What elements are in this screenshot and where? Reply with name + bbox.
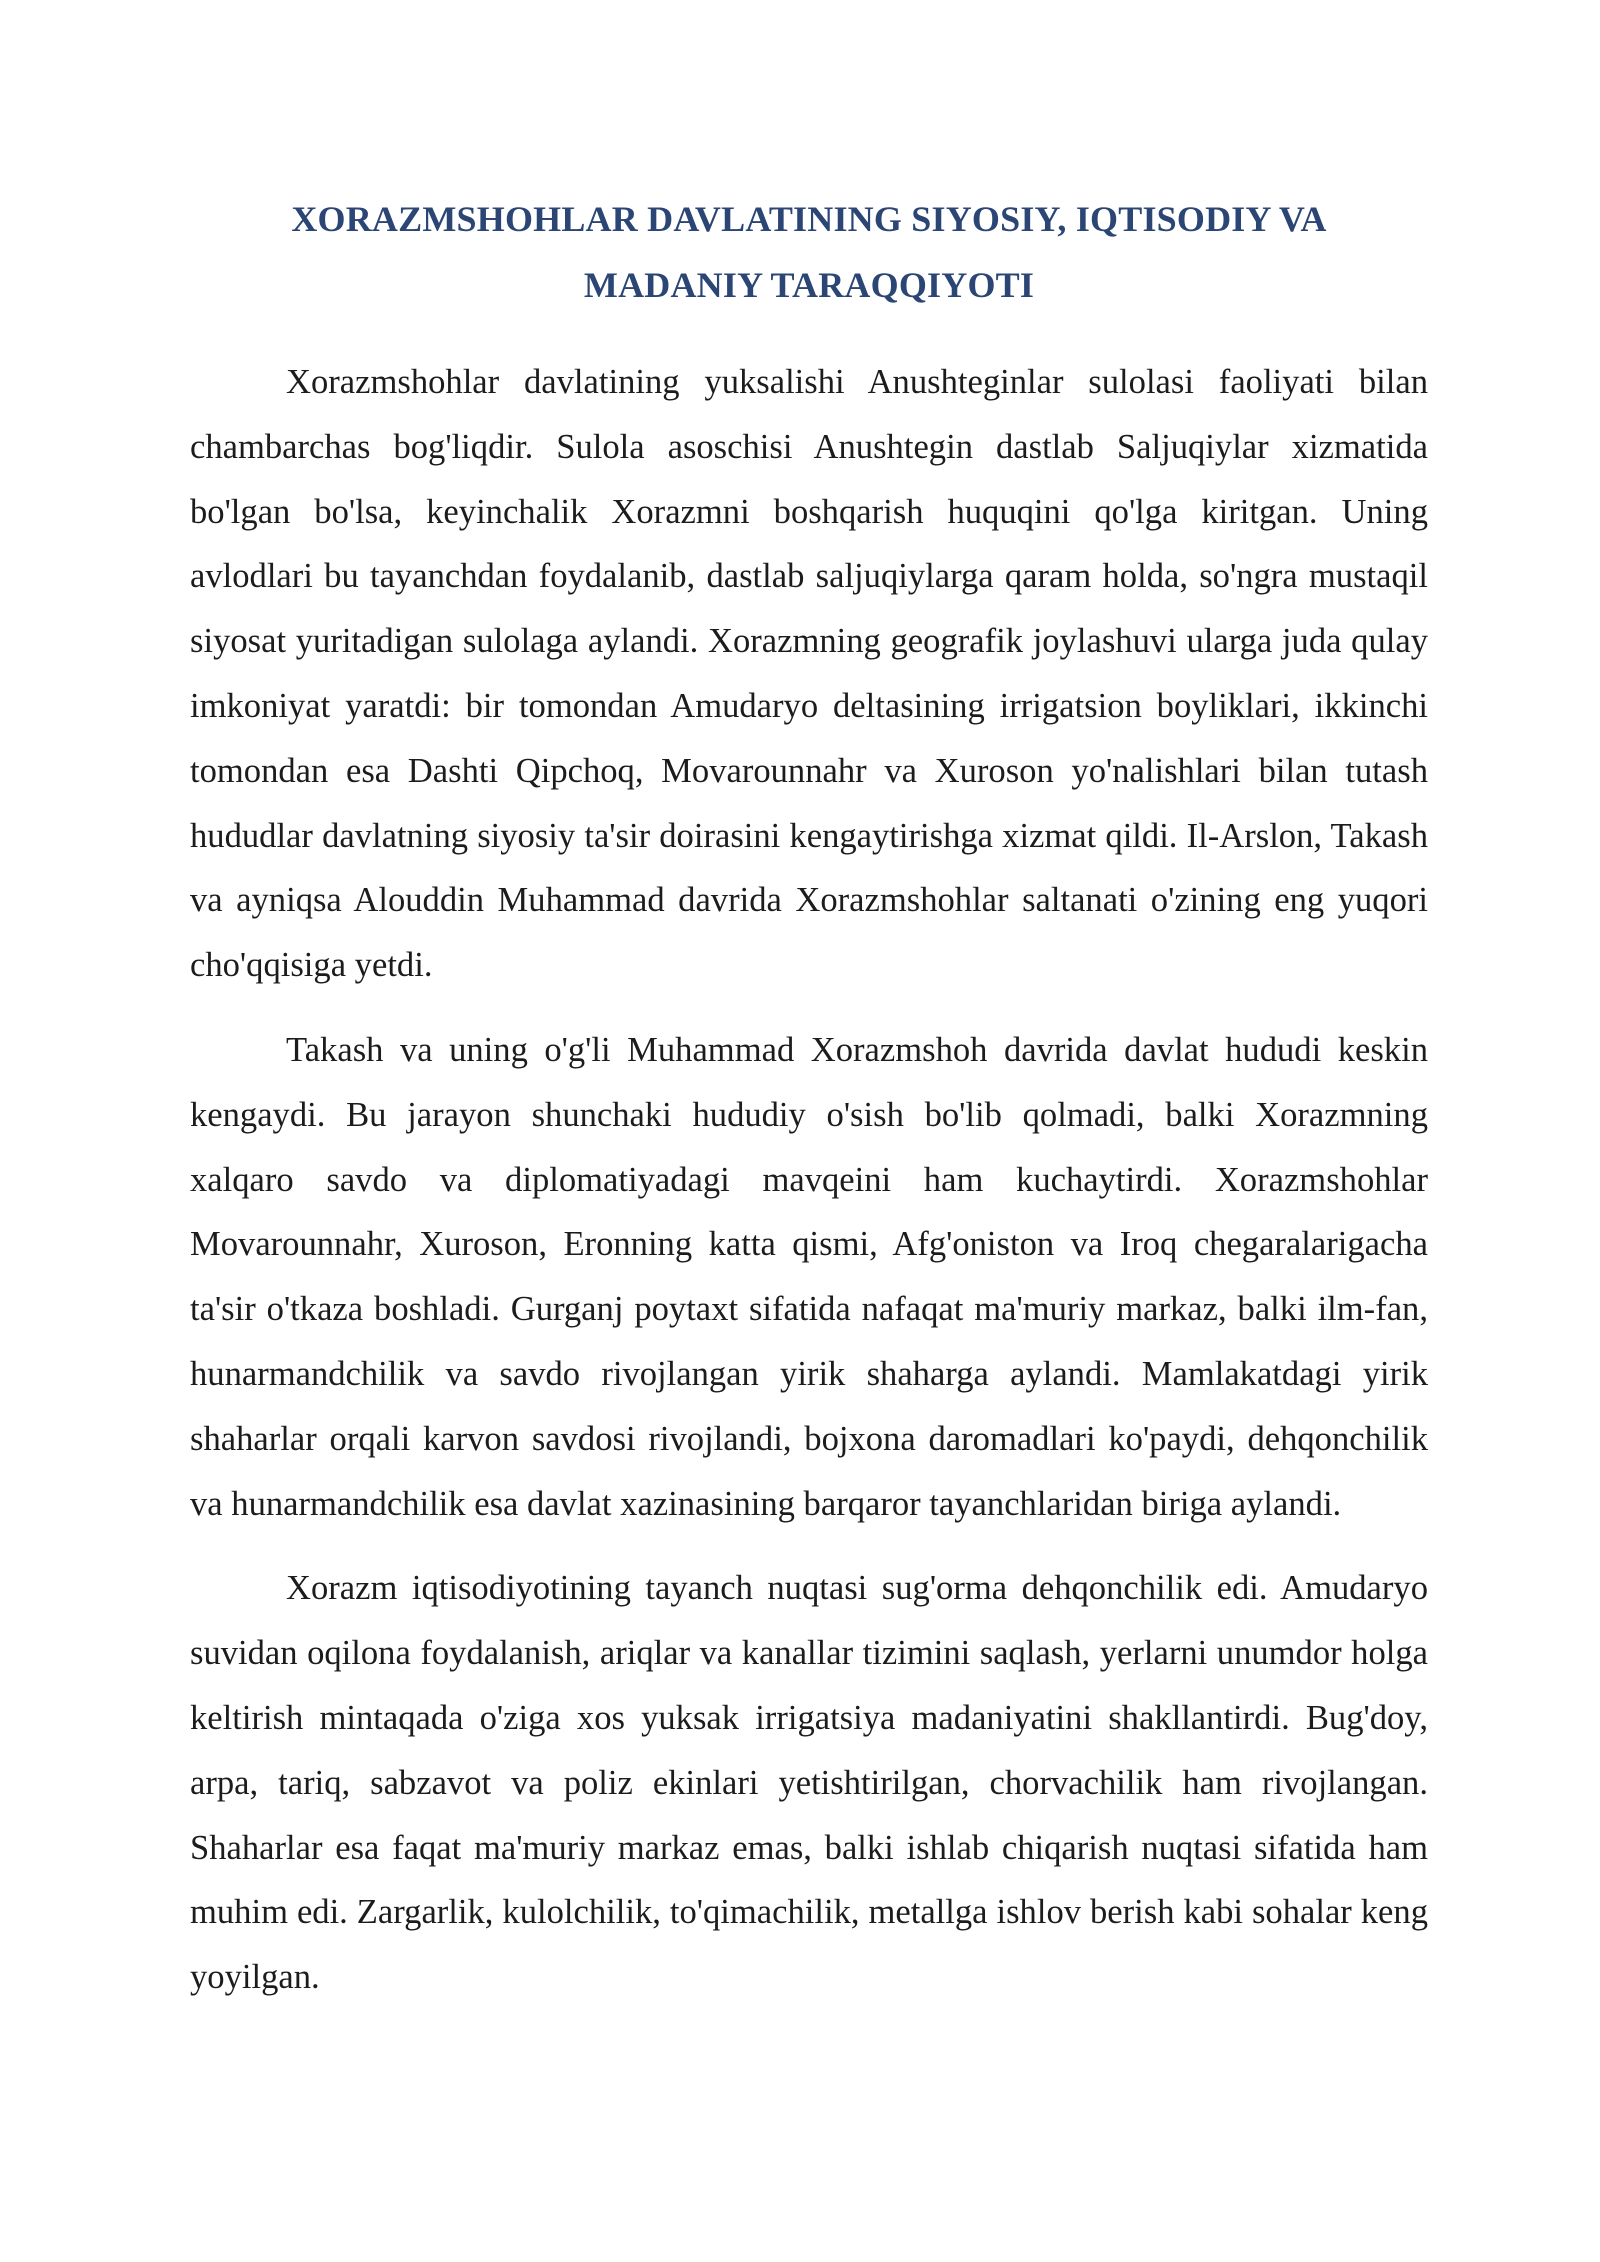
title-line-1: XORAZMSHOHLAR DAVLATINING SIYOSIY, IQTISODIY VA [291,199,1327,239]
document-body [190,350,1428,2010]
paragraph-3: Xorazm iqtisodiyotining tayanch nuqtasi sug'orma dehqonchilik edi. Amudaryo suvidan oqilona foydalanish, ariqlar va kanallar tizimini saqlash, yerlarni unumdor holga keltirish mintaqada o'ziga xos yuksak irrigatsiya madaniyatini shakllantirdi. Bug'doy, arpa, tariq, sabzavot va poliz ekinlari yetishtirilgan, chorvachilik ham rivojlangan. Shaharlar esa faqat ma'muriy markaz emas, balki ishlab chiqarish nuqtasi sifatida ham muhim edi. Zargarlik, kulolchilik, to'qimachilik, metallga ishlov berish kabi sohalar keng yoyilgan. [190,1569,1428,1997]
document-title [190,186,1428,318]
paragraph-2: Takash va uning o'g'li Muhammad Xorazmshoh davrida davlat hududi keskin kengaydi. Bu jarayon shunchaki hududiy o'sish bo'lib qolmadi, balki Xorazmning xalqaro savdo va diplomatiyadagi mavqeini ham kuchaytirdi. Xorazmshohlar Movarounnahr, Xuroson, Eronning katta qismi, Afg'oniston va Iroq chegaralarigacha ta'sir o'tkaza boshladi. Gurganj poytaxt sifatida nafaqat ma'muriy markaz, balki ilm-fan, hunarmandchilik va savdo rivojlangan yirik shaharga aylandi. Mamlakatdagi yirik shaharlar orqali karvon savdosi rivojlandi, bojxona daromadlari ko'paydi, dehqonchilik va hunarmandchilik esa davlat xazinasining barqaror tayanchlaridan biriga aylandi. [190,1030,1428,1523]
paragraph-1: Xorazmshohlar davlatining yuksalishi Anushteginlar sulolasi faoliyati bilan chambarchas bog'liqdir. Sulola asoschisi Anushtegin dastlab Saljuqiylar xizmatida bo'lgan bo'lsa, keyinchalik Xorazmni boshqarish huquqini qo'lga kiritgan. Uning avlodlari bu tayanchdan foydalanib, dastlab saljuqiylarga qaram holda, so'ngra mustaqil siyosat yuritadigan sulolaga aylandi. Xorazmning geografik joylashuvi ularga juda qulay imkoniyat yaratdi: bir tomondan Amudaryo deltasining irrigatsion boyliklari, ikkinchi tomondan esa Dashti Qipchoq, Movarounnahr va Xuroson yo'nalishlari bilan tutash hududlar davlatning siyosiy ta'sir doirasini kengaytirishga xizmat qildi. Il-Arslon, Takash va ayniqsa Alouddin Muhammad davrida Xorazmshohlar saltanati o'zining eng yuqori cho'qqisiga yetdi. [190,363,1428,985]
title-line-2: MADANIY TARAQQIYOTI [583,265,1035,305]
